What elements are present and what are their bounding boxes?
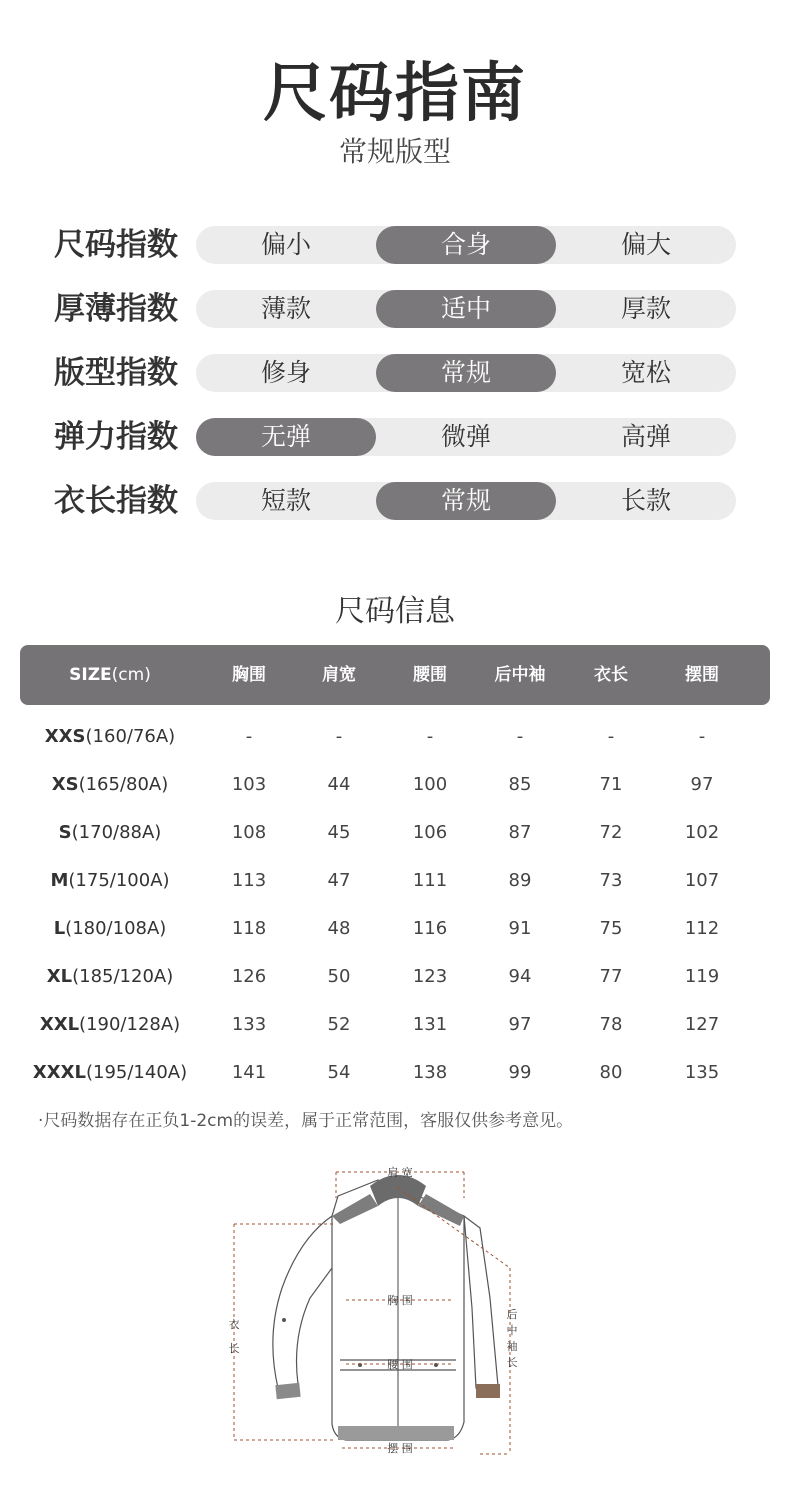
- header-length: 衣长: [594, 665, 628, 685]
- index-option: 厚款: [620, 294, 671, 323]
- index-track: [196, 482, 736, 520]
- index-label: 弹力指数: [54, 419, 178, 455]
- size-spec: (185/120A): [72, 966, 174, 987]
- value-cell: 89: [508, 870, 532, 891]
- value-cell: 112: [684, 918, 720, 939]
- size-cell: [20, 905, 200, 953]
- size-code: L: [53, 918, 66, 939]
- index-row-size: [54, 224, 744, 266]
- size-code: XS: [51, 774, 79, 795]
- index-row-stretch: [54, 416, 744, 458]
- page-subtitle: 常规版型: [338, 135, 451, 168]
- size-cell: [20, 1049, 200, 1097]
- size-cell: [20, 761, 200, 809]
- value-cell: 106: [412, 822, 448, 843]
- index-option: 偏大: [620, 230, 671, 259]
- size-spec: (170/88A): [71, 822, 162, 843]
- value-cell: 50: [327, 966, 351, 987]
- value-cell: 135: [684, 1062, 720, 1083]
- size-cell: [20, 713, 200, 761]
- value-cell: 127: [684, 1014, 720, 1035]
- size-code: S: [58, 822, 72, 843]
- header-sleeve: 后中袖: [494, 665, 546, 685]
- value-cell: 94: [508, 966, 532, 987]
- value-cell: 126: [231, 966, 267, 987]
- value-cell: 138: [412, 1062, 448, 1083]
- value-cell: 119: [684, 966, 720, 987]
- value-cell: 77: [599, 966, 623, 987]
- diagram-label-sleeve-2: 中: [506, 1324, 518, 1337]
- index-row-fit: [54, 352, 744, 394]
- index-option: 短款: [260, 486, 311, 515]
- table-row: [20, 905, 770, 953]
- index-option-selected: 合身: [376, 226, 556, 264]
- value-cell: 118: [231, 918, 267, 939]
- jacket-measurement-diagram: [220, 1158, 530, 1468]
- size-code: XXL: [39, 1014, 80, 1035]
- size-code: XXS: [44, 726, 86, 747]
- table-row: [20, 761, 770, 809]
- size-cell: [20, 1001, 200, 1049]
- value-cell: 47: [327, 870, 351, 891]
- header-chest: 胸围: [232, 665, 266, 685]
- value-cell: 99: [508, 1062, 532, 1083]
- index-option: 宽松: [620, 358, 671, 387]
- value-cell: 80: [599, 1062, 623, 1083]
- size-code: XL: [46, 966, 73, 987]
- index-track: [196, 354, 736, 392]
- size-table-header: [20, 645, 770, 705]
- index-option: 偏小: [260, 230, 311, 259]
- header-size-label: SIZE: [69, 665, 112, 685]
- value-cell: 48: [327, 918, 351, 939]
- index-track: [196, 226, 736, 264]
- header-waist: 腰围: [413, 665, 447, 685]
- value-cell: 108: [231, 822, 267, 843]
- diagram-label-waist: 腰 围: [387, 1358, 413, 1371]
- value-cell: 141: [231, 1062, 267, 1083]
- index-option: 长款: [620, 486, 671, 515]
- table-row: [20, 1049, 770, 1097]
- value-cell: 113: [231, 870, 267, 891]
- value-cell: 131: [412, 1014, 448, 1035]
- index-label: 衣长指数: [54, 483, 178, 519]
- table-row: [20, 857, 770, 905]
- value-cell: 133: [231, 1014, 267, 1035]
- index-track: [196, 418, 736, 456]
- size-info-title: 尺码信息: [335, 594, 455, 629]
- value-cell: -: [245, 726, 253, 747]
- size-spec: (165/80A): [78, 774, 169, 795]
- table-row: [20, 953, 770, 1001]
- index-option: 微弹: [440, 422, 491, 451]
- value-cell: -: [335, 726, 343, 747]
- table-row: [20, 713, 770, 761]
- value-cell: 87: [508, 822, 532, 843]
- value-cell: 54: [327, 1062, 351, 1083]
- value-cell: -: [516, 726, 524, 747]
- diagram-label-length-2: 长: [228, 1342, 240, 1355]
- size-code: XXXL: [32, 1062, 86, 1083]
- header-hem: 摆围: [685, 665, 719, 685]
- page-title: 尺码指南: [263, 57, 527, 131]
- value-cell: 71: [599, 774, 623, 795]
- index-label: 厚薄指数: [54, 291, 178, 327]
- value-cell: -: [426, 726, 434, 747]
- index-option: 薄款: [260, 294, 311, 323]
- value-cell: 91: [508, 918, 532, 939]
- table-row: [20, 1001, 770, 1049]
- diagram-label-sleeve-4: 长: [506, 1356, 518, 1369]
- value-cell: 102: [684, 822, 720, 843]
- index-option-selected: 适中: [376, 290, 556, 328]
- value-cell: 107: [684, 870, 720, 891]
- index-row-thickness: [54, 288, 744, 330]
- index-option: 修身: [260, 358, 311, 387]
- value-cell: 116: [412, 918, 448, 939]
- diagram-label-shoulder: 肩 宽: [387, 1166, 413, 1179]
- index-option-selected: 常规: [376, 354, 556, 392]
- size-spec: (175/100A): [68, 870, 170, 891]
- diagram-label-sleeve-1: 后: [506, 1308, 518, 1321]
- size-spec: (160/76A): [85, 726, 176, 747]
- value-cell: 78: [599, 1014, 623, 1035]
- header-size: [30, 645, 190, 705]
- value-cell: 45: [327, 822, 351, 843]
- value-cell: 85: [508, 774, 532, 795]
- value-cell: 123: [412, 966, 448, 987]
- size-cell: [20, 809, 200, 857]
- value-cell: -: [698, 726, 706, 747]
- size-spec: (190/128A): [79, 1014, 181, 1035]
- index-label: 尺码指数: [54, 227, 178, 263]
- value-cell: 97: [508, 1014, 532, 1035]
- value-cell: -: [607, 726, 615, 747]
- table-row: [20, 809, 770, 857]
- size-code: M: [50, 870, 69, 891]
- index-track: [196, 290, 736, 328]
- diagram-label-hem: 摆 围: [387, 1442, 413, 1455]
- size-note: ·尺码数据存在正负1-2cm的误差，属于正常范围，客服仅供参考意见。: [38, 1111, 574, 1131]
- value-cell: 72: [599, 822, 623, 843]
- size-spec: (180/108A): [65, 918, 167, 939]
- value-cell: 44: [327, 774, 351, 795]
- value-cell: 73: [599, 870, 623, 891]
- index-row-length: [54, 480, 744, 522]
- index-option: 高弹: [620, 422, 671, 451]
- value-cell: 103: [231, 774, 267, 795]
- size-cell: [20, 953, 200, 1001]
- index-label: 版型指数: [54, 355, 178, 391]
- value-cell: 111: [412, 870, 448, 891]
- header-shoulder: 肩宽: [322, 665, 356, 685]
- index-option-selected: 常规: [376, 482, 556, 520]
- diagram-label-chest: 胸 围: [387, 1294, 413, 1307]
- diagram-label-sleeve-3: 袖: [506, 1340, 518, 1353]
- value-cell: 75: [599, 918, 623, 939]
- header-size-unit: (cm): [111, 665, 151, 685]
- index-option-selected: 无弹: [196, 418, 376, 456]
- diagram-label-length-1: 衣: [228, 1318, 240, 1331]
- size-cell: [20, 857, 200, 905]
- value-cell: 100: [412, 774, 448, 795]
- size-spec: (195/140A): [85, 1062, 188, 1083]
- value-cell: 52: [327, 1014, 351, 1035]
- value-cell: 97: [690, 774, 714, 795]
